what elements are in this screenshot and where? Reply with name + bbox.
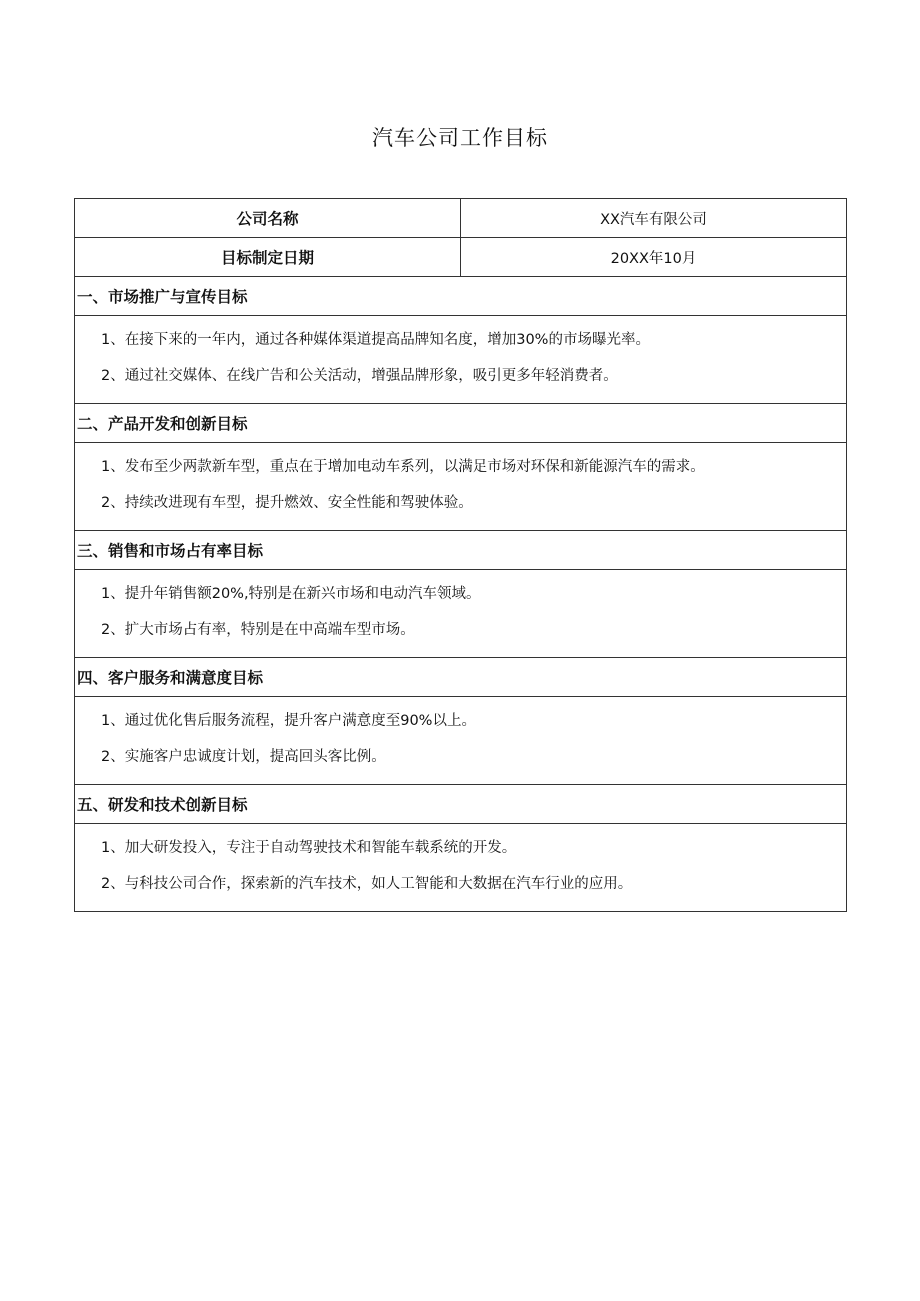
goal-item: 2、通过社交媒体、在线广告和公关活动，增强品牌形象，吸引更多年轻消费者。 [101, 368, 618, 384]
section-body-rnd [75, 824, 847, 912]
goal-item: 1、在接下来的一年内，通过各种媒体渠道提高品牌知名度，增加30%的市场曝光率。 [101, 332, 650, 348]
target-date-label: 目标制定日期 [75, 238, 461, 277]
section-heading-row [75, 531, 847, 570]
document-title: 汽车公司工作目标 [372, 126, 548, 150]
section-heading-sales: 三、销售和市场占有率目标 [75, 531, 847, 570]
section-heading-service: 四、客户服务和满意度目标 [75, 658, 847, 697]
goal-item: 2、扩大市场占有率，特别是在中高端车型市场。 [101, 622, 415, 638]
section-heading-row [75, 785, 847, 824]
section-body-product [75, 443, 847, 531]
section-body-sales [75, 570, 847, 658]
section-heading-rnd: 五、研发和技术创新目标 [75, 785, 847, 824]
goal-item: 2、实施客户忠诚度计划，提高回头客比例。 [101, 749, 386, 765]
goals-table [74, 198, 847, 912]
goal-item: 2、持续改进现有车型，提升燃效、安全性能和驾驶体验。 [101, 495, 473, 511]
section-body-row [75, 570, 847, 658]
section-body-row [75, 824, 847, 912]
section-body-row [75, 697, 847, 785]
section-body-row [75, 443, 847, 531]
company-name-label: 公司名称 [75, 199, 461, 238]
goal-item: 1、加大研发投入，专注于自动驾驶技术和智能车载系统的开发。 [101, 840, 517, 856]
company-name-row [75, 199, 847, 238]
goal-item: 2、与科技公司合作，探索新的汽车技术，如人工智能和大数据在汽车行业的应用。 [101, 876, 633, 892]
section-body-service [75, 697, 847, 785]
section-heading-row [75, 404, 847, 443]
section-body-marketing [75, 316, 847, 404]
section-heading-product: 二、产品开发和创新目标 [75, 404, 847, 443]
section-heading-marketing: 一、市场推广与宣传目标 [75, 277, 847, 316]
goal-item: 1、通过优化售后服务流程，提升客户满意度至90%以上。 [101, 713, 476, 729]
section-heading-row [75, 658, 847, 697]
target-date-row [75, 238, 847, 277]
target-date-value: 20XX年10月 [461, 238, 847, 277]
section-body-row [75, 316, 847, 404]
goal-item: 1、提升年销售额20%,特别是在新兴市场和电动汽车领域。 [101, 586, 481, 602]
company-name-value: XX汽车有限公司 [461, 199, 847, 238]
goal-item: 1、发布至少两款新车型，重点在于增加电动车系列，以满足市场对环保和新能源汽车的需求。 [101, 459, 705, 475]
section-heading-row [75, 277, 847, 316]
